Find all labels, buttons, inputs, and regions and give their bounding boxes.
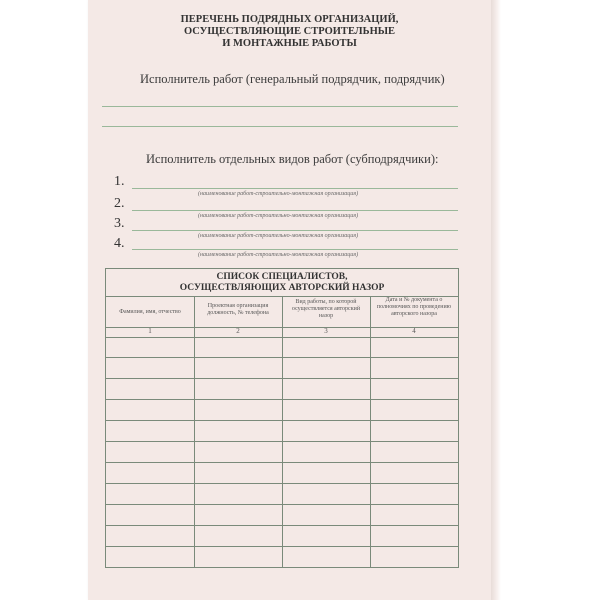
- column-number-3: 3: [324, 327, 328, 335]
- table-row-line-4: [106, 399, 458, 400]
- table-row-line-2: [106, 357, 458, 358]
- contractor-label: Исполнитель работ (генеральный подрядчик, подрядчик): [140, 72, 445, 86]
- column-header-2: Проектная организация должность, № телефона: [207, 303, 269, 316]
- subcontractor-caption-2: (наименование работ-строительно-монтажная организация): [198, 213, 359, 219]
- table-row-line-6: [106, 441, 458, 442]
- column-number-1: 1: [148, 327, 152, 335]
- specialists-table: [105, 268, 459, 568]
- table-row-line-3: [106, 378, 458, 379]
- contractor-line-1: [102, 106, 458, 107]
- subcontractor-line-2: [132, 210, 458, 211]
- table-row-line-8: [106, 483, 458, 484]
- subcontractor-number-4: 4.: [114, 236, 125, 251]
- document-page: [88, 0, 491, 600]
- page-edge: [491, 0, 501, 600]
- table-row-line-11: [106, 546, 458, 547]
- table-row-line-10: [106, 525, 458, 526]
- subcontractor-line-4: [132, 249, 458, 250]
- subcontractor-caption-4: (наименование работ-строительно-монтажная организация): [198, 252, 359, 258]
- table-title-line-1: СПИСОК СПЕЦИАЛИСТОВ,: [216, 272, 348, 282]
- contractor-line-2: [102, 126, 458, 127]
- subcontractor-number-3: 3.: [114, 216, 125, 231]
- title-line-2: ОСУЩЕСТВЛЯЮЩИЕ СТРОИТЕЛЬНЫЕ: [183, 26, 396, 37]
- column-header-1: Фамилия, имя, отчество: [119, 309, 181, 315]
- title-line-1: ПЕРЕЧЕНЬ ПОДРЯДНЫХ ОРГАНИЗАЦИЙ,: [180, 14, 399, 25]
- subcontractor-number-1: 1.: [114, 174, 125, 189]
- subcontractors-label: Исполнитель отдельных видов работ (субподрядчики):: [146, 152, 439, 166]
- subcontractor-line-1: [132, 188, 458, 189]
- table-row-line-5: [106, 420, 458, 421]
- page-title: [88, 14, 491, 50]
- subcontractor-caption-3: (наименование работ-строительно-монтажная организация): [198, 233, 359, 239]
- subcontractor-number-2: 2.: [114, 196, 125, 211]
- table-row-line-9: [106, 504, 458, 505]
- column-header-3: Вид работы, по которой осуществляется авторский назор: [291, 299, 361, 319]
- table-title-line-2: ОСУЩЕСТВЛЯЮЩИХ АВТОРСКИЙ НАЗОР: [179, 283, 385, 293]
- column-number-4: 4: [412, 327, 416, 335]
- table-row-line-7: [106, 462, 458, 463]
- column-header-4: Дата и № документа о полномочиях по проведению авторского назора: [376, 297, 452, 317]
- title-line-3: И МОНТАЖНЫЕ РАБОТЫ: [222, 38, 357, 49]
- subcontractor-caption-1: (наименование работ-строительно-монтажная организация): [198, 191, 359, 197]
- column-number-2: 2: [236, 327, 240, 335]
- table-row-line-1: [106, 337, 458, 338]
- subcontractor-line-3: [132, 230, 458, 231]
- table-title: [106, 272, 458, 294]
